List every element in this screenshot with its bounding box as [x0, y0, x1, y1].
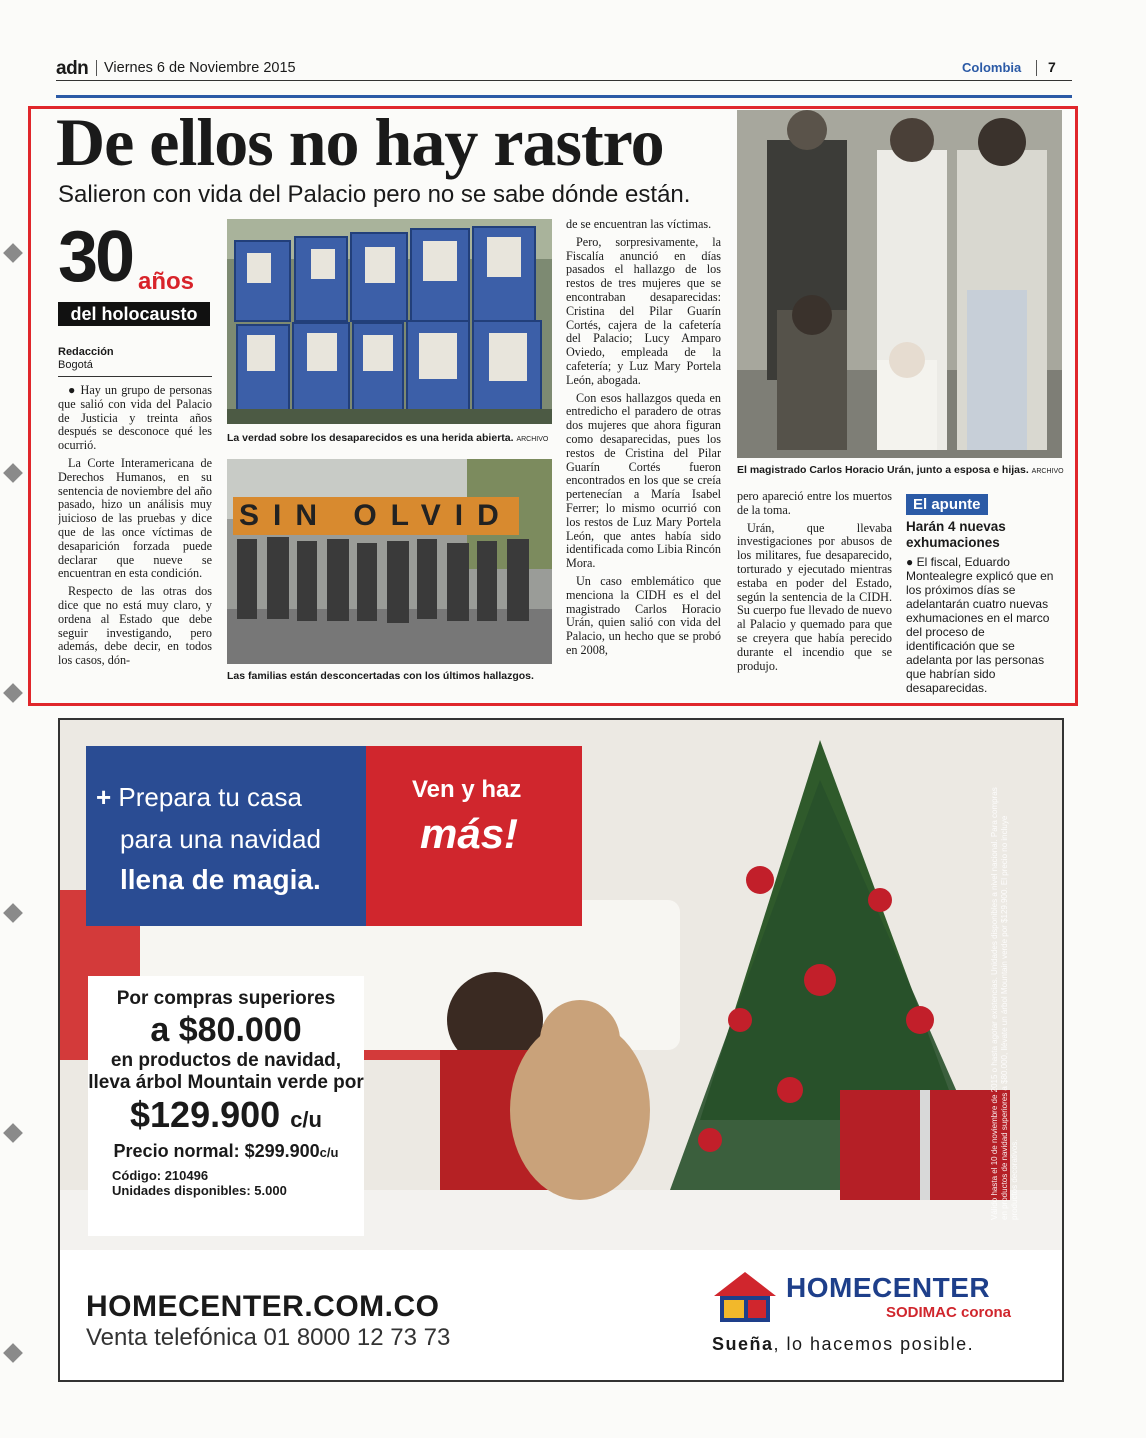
paragraph: pero apareció entre los muertos de la toma. [737, 490, 892, 517]
protest-sign [233, 497, 519, 535]
paragraph: ● Hay un grupo de personas que salió con vida del Palacio de Justicia y treinta años después se desconoce qué les ocurrió. [58, 384, 212, 453]
divider [1036, 60, 1037, 76]
family-illustration [737, 110, 1062, 458]
photo3-caption-text: El magistrado Carlos Horacio Urán, junto a esposa e hijas. [737, 464, 1029, 476]
anniversary-badge [58, 217, 210, 330]
ad-phone: Venta telefónica 01 8000 12 73 73 [86, 1324, 451, 1351]
sidebar-text: ● El fiscal, Eduardo Montealegre explicó que en los próximos días se adelantarán cuatro nuevas exhumaciones en el marco del proceso de identificación que se adelanta por las personas que habrían sido desaparecidas. [906, 555, 1054, 695]
page-header [56, 58, 1072, 80]
ad-line1: + Prepara tu casa [96, 782, 302, 812]
offer-line3: lleva árbol Mountain verde por [88, 1072, 364, 1093]
photo1-caption [227, 432, 548, 444]
posters-illustration [227, 219, 552, 424]
binder-hole [3, 243, 23, 263]
issue-date: Viernes 6 de Noviembre 2015 [104, 60, 296, 76]
badge-number: 30 [58, 217, 133, 297]
dateline: Bogotá [58, 359, 93, 371]
photo1-caption-text: La verdad sobre los desaparecidos es una herida abierta. [227, 432, 514, 444]
sidebar-apunte [906, 494, 1056, 695]
byline: Redacción [58, 346, 114, 358]
column-3 [566, 218, 721, 686]
photo-protest [227, 459, 552, 664]
ad-slogan: Sueña, lo hacemos posible. [712, 1334, 975, 1354]
badge-word: años [138, 268, 195, 295]
offer-amount: a $80.000 [150, 1011, 302, 1049]
ad-brand: HOMECENTER [786, 1272, 991, 1303]
ad-red-line1: Ven y haz [412, 776, 522, 803]
offer-price: $129.900 c/u [130, 1094, 322, 1135]
house-icon [712, 1270, 778, 1324]
paragraph: Urán, que llevaba investigaciones por abusos de los militares, fue desaparecido, torturado y ejecutado mientras estaba en poder del Estado, según la sentencia de la CIDH. Su cuerpo fue llevado de nuevo al Palacio y quemado para que se creyera que había perecido durante el incendio que se produjo. [737, 520, 892, 673]
ad-line3: llena de magia. [120, 864, 321, 895]
sign-letters: SIN OLVID [233, 497, 519, 535]
paragraph: de se encuentran las víctimas. [566, 218, 712, 231]
paragraph: Con esos hallazgos queda en entredicho el paradero de otras dos mujeres que ahora figuran como desaparecidas, pues los restos de Cristina del Pilar Guarín Cortés fueron encontrados en los que se creía pertenecían a María Isabel Ferrer; lo mismo ocurrió con los restos de Luz Mary Portela León, que antes había sido identificada como Libia Rincón Mora. [566, 390, 721, 571]
protest-illustration [227, 459, 552, 664]
paragraph: Respecto de las otras dos dice que no está muy claro, y ordena al Estado que debe seguir investigando, pero además, debe decir, en todos los casos, dón- [58, 584, 212, 668]
homecenter-house-logo [712, 1270, 778, 1324]
ad-line2: para una navidad [120, 824, 321, 854]
ad-legal-text: Válido hasta el 10 de noviembre de 2015 o hasta agotar existencias. Unidades disponibles a nivel nacional. Para compras en productos de navidad superiores a $80.000, llévate un árbol Mountain verde por $129.900. El precio no incluye productos decorativos. [990, 787, 1019, 1220]
advertisement [58, 718, 1064, 1382]
photo1-credit: ARCHIVO [516, 436, 549, 443]
paragraph: La Corte Interamericana de Derechos Humanos, en su sentencia de noviembre del año pasado, hizo un análisis muy juicioso de las pruebas y dice que de las once víctimas de desaparición forzada puede declarar que nueve se encuentran en esta condición. [58, 455, 212, 581]
offer-line1: Por compras superiores [116, 988, 336, 1009]
ad-blue-panel [86, 746, 366, 926]
ad-brand-sub: SODIMAC corona [886, 1304, 1012, 1321]
headline: De ellos no hay rastro [56, 104, 664, 180]
binder-hole [3, 683, 23, 703]
offer-line2: en productos de navidad, [110, 1050, 342, 1071]
photo-family [737, 110, 1062, 458]
paragraph: Pero, sorpresivamente, la Fiscalía anunció en días pasados el hallazgo de los restos de tres mujeres que se encontraban desaparecidas: Cristina del Pilar Guarín Cortés, cajera de la cafetería del Palacio; Lucy Amparo Oviedo, empleada de la cafetería; y Luz Mary Portela León, abogada. [566, 234, 721, 387]
paragraph: Un caso emblemático que menciona la CIDH es el del magistrado Carlos Horacio Urán, quien salió con vida del Palacio, un hecho que se probó en 2008, [566, 573, 721, 657]
offer-units: Unidades disponibles: 5.000 [112, 1183, 287, 1198]
sidebar-label: El apunte [906, 494, 988, 515]
binder-hole [3, 1123, 23, 1143]
divider [96, 60, 97, 76]
photo-posters [227, 219, 552, 424]
photo3-caption [737, 464, 1064, 476]
offer-normal-price: Precio normal: $299.900c/u [113, 1141, 339, 1161]
ad-offer-box [88, 976, 364, 1236]
photo2-caption: Las familias están desconcertadas con los últimos hallazgos. [227, 670, 534, 682]
deck: Salieron con vida del Palacio pero no se sabe dónde están. [58, 181, 691, 208]
column-4 [737, 490, 892, 686]
offer-code: Código: 210496 [112, 1168, 209, 1183]
header-rule [56, 80, 1072, 81]
section-name: Colombia [962, 60, 1022, 75]
ad-red-panel [366, 746, 582, 926]
sidebar-title: Harán 4 nuevas exhumaciones [906, 519, 1006, 550]
ad-red-line2: más! [420, 810, 519, 857]
binder-hole [3, 1343, 23, 1363]
page-number: 7 [1048, 59, 1056, 75]
brand-logo: adn [56, 58, 89, 79]
ad-website: HOMECENTER.COM.CO [86, 1290, 440, 1323]
section-rule [56, 95, 1072, 98]
badge-subtitle: del holocausto [58, 302, 210, 326]
binder-hole [3, 903, 23, 923]
binder-hole [3, 463, 23, 483]
column-1 [58, 384, 212, 684]
photo3-credit: ARCHIVO [1031, 468, 1064, 475]
byline-rule [58, 376, 212, 377]
